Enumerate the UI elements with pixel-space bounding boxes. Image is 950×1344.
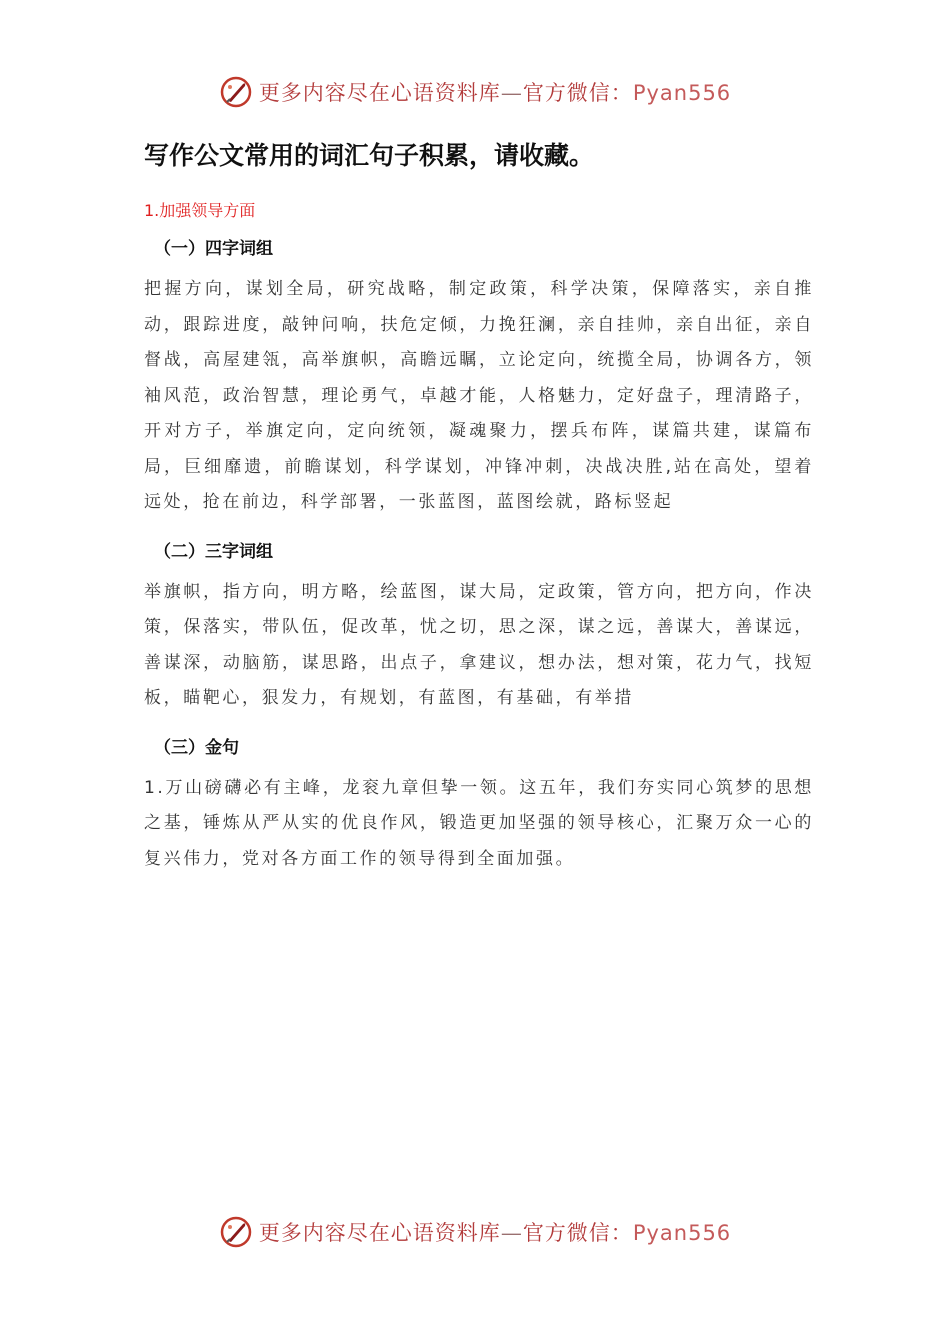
- header-banner-text: [259, 77, 731, 107]
- header-banner: [0, 72, 950, 112]
- footer-contact-text: 官方微信：: [522, 1221, 633, 1245]
- subsection-text-four-char: 把握方向，谋划全局，研究战略，制定政策，科学决策，保障落实，亲自推动，跟踪进度，敲钟问响，扶危定倾，力挽狂澜，亲自挂帅，亲自出征，亲自督战，高屋建瓴，高举旗帜，高瞻远瞩，立论定向，统揽全局，协调各方，领袖风范，政治智慧，理论勇气，卓越才能，人格魅力，定好盘子，理清路子，开对方子，举旗定向，定向统领，凝魂聚力，摆兵布阵，谋篇共建，谋篇布局，巨细靡遗，前瞻谋划，科学谋划，冲锋冲刺，决战决胜,站在高处，望着远处，抢在前边，科学部署，一张蓝图，蓝图绘就，路标竖起: [144, 279, 814, 512]
- header-site-text: 更多内容尽在心语资料库: [258, 81, 501, 105]
- footer-site-text: 更多内容尽在心语资料库: [258, 1221, 501, 1245]
- subsection-text-three-char: 举旗帜，指方向，明方略，绘蓝图，谋大局，定政策，管方向，把方向，作决策，保落实，带队伍，促改革，忧之切，思之深，谋之远，善谋大，善谋远，善谋深，动脑筋，谋思路，出点子，拿建议，想办法，想对策，花力气，找短板，瞄靶心，狠发力，有规划，有蓝图，有基础，有举措: [144, 581, 814, 708]
- subsection-heading-golden-quotes: （三）金句: [154, 737, 239, 758]
- footer-banner-text: [259, 1217, 731, 1247]
- header-separator: —: [500, 81, 523, 105]
- quill-pen-logo-icon: [219, 75, 253, 109]
- subsection-heading-three-char: （二）三字词组: [154, 541, 273, 562]
- document-title: 写作公文常用的词汇句子积累，请收藏。: [144, 141, 595, 170]
- footer-wechat-id: Pyan556: [632, 1221, 732, 1245]
- document-body: [144, 136, 814, 893]
- header-contact-text: 官方微信：: [522, 81, 633, 105]
- header-wechat-id: Pyan556: [632, 81, 732, 105]
- subsection-text-golden-quotes: 1.万山磅礴必有主峰，龙衮九章但挚一领。这五年，我们夯实同心筑梦的思想之基，锤炼从严从实的优良作风，锻造更加坚强的领导核心，汇聚万众一心的复兴伟力，党对各方面工作的领导得到全面加强。: [144, 777, 814, 869]
- subsection-heading-four-char: （一）四字词组: [154, 239, 273, 259]
- section-heading: 1.加强领导方面: [144, 201, 256, 220]
- quill-pen-logo-icon: [219, 1215, 253, 1249]
- footer-banner: [0, 1212, 950, 1252]
- footer-separator: —: [500, 1221, 523, 1245]
